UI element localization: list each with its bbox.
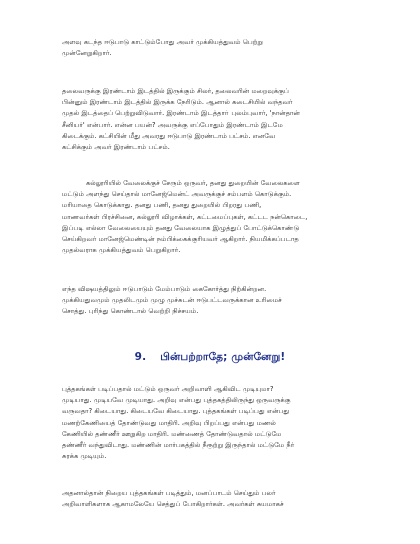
text-line: மணற்கேணியைத் தோண்டுவது மாதிரி. அறிவு பிறப்பது என்பது மணல்: [62, 418, 276, 427]
section-title: பின்பற்றாதே; முன்னேறு!: [160, 351, 286, 363]
paragraph-1: [62, 37, 380, 59]
text-line: கல்லூரியில் வேலைக்குச் சேரும் ஒருவர், தனது துறையின் வேலைகளை: [86, 179, 300, 187]
text-line: தண்ணீர் வந்துவிடாது. மண்ணின் மார்பகத்தில் நீரூற்று இருந்தால் மட்டுமே நீர்: [62, 441, 295, 450]
text-line: எந்த விஷயத்திலும் ஈடுபாடும் மேம்பாடும் கைகோர்த்து நிற்கின்றன.: [62, 285, 267, 293]
text-line: அதனால்தான் நிறைய புத்தகங்கள் படித்தும், மனப்பாடம் செய்தும் பலர்: [62, 489, 276, 497]
paragraph-2: [62, 86, 380, 153]
section-number: 9.: [134, 351, 147, 363]
text-line: அறிவாளிகளாக ஆகாமலேயே செத்துப் போகிறார்கள். அவர்கள் சுயமாகச்: [62, 500, 284, 509]
text-line: அளவு கடந்த ஈடுபாடு காட்டும்போது அவர் முக்கியத்துவம் பெற்று: [62, 38, 263, 46]
text-line: சுரக்க முடியும்.: [62, 452, 107, 461]
text-line: சொத்து. புரிந்து கொண்டால் வெற்றி நிச்சயம்.: [62, 307, 199, 316]
text-line: வருவதா? கிடையாது. கிடையவே கிடையாது. புத்தகங்கள் படிப்பது என்பது: [62, 407, 290, 416]
text-line: புத்தகங்கள் படிப்பதால் மட்டும் ஒருவர் அறிவாளி ஆகிவிட முடியுமா?: [62, 385, 274, 393]
text-line: கேணியில் தண்ணீர் ஊறுகிற மாதிரி. மண்ணைத் தோண்டுவதால் மட்டுமே: [62, 429, 282, 438]
text-line: இப்படி எல்லா வேலையையும் தனது வேலையாக இழுத்துப் போட்டுக்கொண்டு: [62, 223, 300, 232]
text-line: மாணவர்கள் பிரச்சினை, கல்லூரி விழாக்கள், கட்டமைப்புகள், கட்டட நன்கொடை,: [62, 212, 308, 221]
text-line: கிடைக்கும். கட்சியின் மீது அவரது ஈடுபாடு இரண்டாம் பட்சம். எனவே: [62, 131, 276, 140]
text-line: முதல் இடத்தைப் பெற்றுவிடுவார். இரண்டாம் இடத்தாா் புலம்புவார், 'நான்தான்: [62, 109, 300, 118]
text-line: மரியாதை கொடுக்காது. தனது பணி, தனது துறையில் பிறரது பணி,: [62, 201, 262, 210]
text-line: மட்டும் அளந்து செய்தால் மானேஜ்மென்ட் அவருக்குச் சம்பளம் கொடுக்கும்.: [62, 190, 292, 199]
text-line: முதல்வராக முக்கியத்துவம் பெறுகிறார்.: [62, 246, 181, 255]
text-line: கட்சிக்கும் அவர் இரண்டாம் பட்சம்.: [62, 143, 170, 152]
paragraph-3: [62, 178, 380, 256]
paragraph-6: [62, 488, 380, 510]
section-heading: [0, 351, 420, 364]
text-line: முடியாது. முடியவே முடியாது. அறிவு என்பது புத்தகத்திலிருந்து ஒருவருக்கு: [62, 396, 291, 405]
text-line: செய்கிறவர் மானேஜ்மெண்டின் நம்பிக்கைக்குரியவர் ஆகிறார். நியமிக்கப்படாத: [62, 235, 299, 244]
text-line: பின்னும் இரண்டாம் இடத்தில் இருக்க நேரிடும். ஆனால் கடைசியில் வந்தவர்: [62, 98, 293, 107]
text-line: தலைவருக்கு இரண்டாம் இடத்தில் இருக்கும் சிலர், தலைவரின் மறைவுக்குப்: [62, 87, 289, 95]
paragraph-4: [62, 284, 380, 318]
text-line: முன்னேறுகிறார்.: [62, 49, 112, 58]
text-line: முக்கியதுவமும் முதலிடமும் முழு முச்சுடன் ஈடுபட்டவருக்கான உரிமைச்: [62, 296, 282, 305]
text-line: சீனியர்' என்பார். என்ன பயன்? அவருக்கு எப்போதும் இரண்டாம் இடமே: [62, 120, 283, 129]
paragraph-5: [62, 384, 380, 462]
